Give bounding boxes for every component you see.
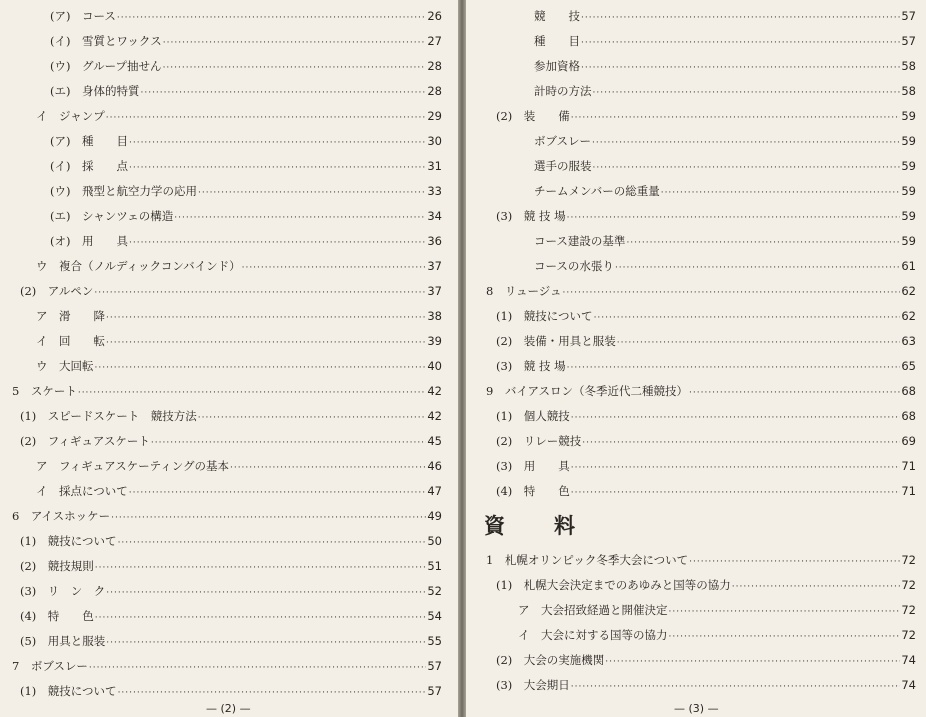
toc-entry-title: コース建設の基準 bbox=[534, 234, 626, 248]
toc-entry-title: (2) アルペン bbox=[20, 284, 94, 298]
toc-entry-page: 33 bbox=[427, 184, 442, 198]
toc-entry-page: 68 bbox=[901, 384, 916, 398]
toc-entry-title: ア 大会招致経過と開催決定 bbox=[518, 603, 668, 617]
toc-entry-title: (4) 特 色 bbox=[496, 484, 570, 498]
toc-entry-title: (ウ) 飛型と航空力学の応用 bbox=[50, 184, 197, 198]
toc-entry bbox=[36, 306, 442, 326]
toc-entry bbox=[496, 675, 916, 695]
toc-entry bbox=[12, 656, 442, 676]
toc-entry bbox=[534, 56, 916, 76]
toc-entry-page: 57 bbox=[901, 9, 916, 23]
toc-entry bbox=[486, 550, 916, 570]
leader-dots bbox=[163, 33, 427, 53]
toc-entry bbox=[496, 331, 916, 351]
toc-entry-title: (エ) シャンツェの構造 bbox=[50, 209, 174, 223]
leader-dots bbox=[593, 83, 901, 103]
toc-entry bbox=[534, 81, 916, 101]
toc-entry-title: コースの水張り bbox=[534, 259, 614, 273]
toc-entry bbox=[20, 681, 442, 701]
toc-entry-title: ア フィギュアスケーティングの基本 bbox=[36, 459, 229, 473]
leader-dots bbox=[106, 333, 426, 353]
toc-entry-title: (2) リレー競技 bbox=[496, 434, 582, 448]
leader-dots bbox=[571, 677, 901, 697]
toc-entry-title: 選手の服装 bbox=[534, 159, 592, 173]
toc-entry-page: 28 bbox=[427, 59, 442, 73]
toc-entry bbox=[12, 506, 442, 526]
toc-entry bbox=[496, 206, 916, 226]
toc-entry-title: 種 目 bbox=[534, 34, 580, 48]
toc-entry-title: 計時の方法 bbox=[534, 84, 592, 98]
toc-entry-page: 62 bbox=[901, 309, 916, 323]
toc-entry-page: 37 bbox=[427, 259, 442, 273]
toc-entry-title: (1) スピードスケート 競技方法 bbox=[20, 409, 197, 423]
toc-entry bbox=[36, 456, 442, 476]
toc-entry-page: 72 bbox=[901, 603, 916, 617]
toc-entry-title: チームメンバーの総重量 bbox=[534, 184, 660, 198]
leader-dots bbox=[581, 8, 900, 28]
toc-entry-title: (1) 個人競技 bbox=[496, 409, 570, 423]
leader-dots bbox=[95, 558, 427, 578]
toc-entry-page: 34 bbox=[427, 209, 442, 223]
leader-dots bbox=[151, 433, 426, 453]
toc-entry-title: (2) 大会の実施機関 bbox=[496, 653, 605, 667]
toc-entry bbox=[496, 431, 916, 451]
leader-dots bbox=[567, 208, 901, 228]
toc-entry bbox=[50, 231, 442, 251]
toc-entry bbox=[36, 256, 442, 276]
toc-entry bbox=[36, 331, 442, 351]
toc-entry-page: 57 bbox=[427, 659, 442, 673]
leader-dots bbox=[571, 458, 901, 478]
toc-entry bbox=[496, 406, 916, 426]
right-page-number: — (3) — bbox=[674, 702, 719, 715]
toc-entry-page: 65 bbox=[901, 359, 916, 373]
toc-entry-title: 7 ボブスレー bbox=[12, 659, 88, 673]
toc-entry bbox=[12, 381, 442, 401]
toc-entry-title: (エ) 身体的特質 bbox=[50, 84, 140, 98]
toc-entry-title: (1) 競技について bbox=[20, 684, 117, 698]
leader-dots bbox=[571, 483, 901, 503]
leader-dots bbox=[661, 183, 901, 203]
toc-entry-title: 5 スケート bbox=[12, 384, 77, 398]
toc-entry-page: 59 bbox=[901, 109, 916, 123]
toc-entry bbox=[534, 231, 916, 251]
toc-entry-page: 46 bbox=[427, 459, 442, 473]
leader-dots bbox=[593, 158, 901, 178]
toc-entry-page: 71 bbox=[901, 484, 916, 498]
toc-entry-page: 54 bbox=[427, 609, 442, 623]
toc-entry bbox=[496, 456, 916, 476]
toc-entry bbox=[496, 650, 916, 670]
toc-entry-title: (2) 競技規則 bbox=[20, 559, 94, 573]
leader-dots bbox=[95, 608, 427, 628]
toc-entry-page: 52 bbox=[427, 584, 442, 598]
leader-dots bbox=[95, 358, 427, 378]
toc-entry bbox=[50, 131, 442, 151]
toc-entry-title: イ 採点について bbox=[36, 484, 128, 498]
toc-entry-title: (2) 装 備 bbox=[496, 109, 570, 123]
toc-entry-page: 63 bbox=[901, 334, 916, 348]
leader-dots bbox=[242, 258, 427, 278]
toc-entry-page: 39 bbox=[427, 334, 442, 348]
toc-entry-title: (3) 競 技 場 bbox=[496, 209, 566, 223]
left-page-number: — (2) — bbox=[206, 702, 251, 715]
leader-dots bbox=[198, 183, 426, 203]
leader-dots bbox=[669, 627, 901, 647]
leader-dots bbox=[582, 433, 900, 453]
toc-entry bbox=[36, 106, 442, 126]
leader-dots bbox=[689, 383, 900, 403]
toc-entry bbox=[496, 106, 916, 126]
toc-entry-page: 57 bbox=[427, 684, 442, 698]
toc-entry-page: 74 bbox=[901, 678, 916, 692]
toc-entry-page: 27 bbox=[427, 34, 442, 48]
toc-entry-title: (ア) 種 目 bbox=[50, 134, 128, 148]
toc-entry-page: 59 bbox=[901, 209, 916, 223]
toc-entry-page: 37 bbox=[427, 284, 442, 298]
toc-entry-page: 29 bbox=[427, 109, 442, 123]
toc-entry-title: (3) リ ン ク bbox=[20, 584, 106, 598]
toc-entry bbox=[486, 381, 916, 401]
toc-entry bbox=[50, 181, 442, 201]
toc-entry-page: 57 bbox=[901, 34, 916, 48]
toc-entry-page: 69 bbox=[901, 434, 916, 448]
toc-entry-title: 9 バイアスロン（冬季近代二種競技） bbox=[486, 384, 689, 398]
toc-entry-page: 72 bbox=[901, 578, 916, 592]
toc-entry-page: 59 bbox=[901, 234, 916, 248]
toc-entry-title: (イ) 雪質とワックス bbox=[50, 34, 162, 48]
toc-entry-title: (1) 競技について bbox=[496, 309, 593, 323]
toc-entry-page: 71 bbox=[901, 459, 916, 473]
toc-entry bbox=[20, 581, 442, 601]
toc-entry bbox=[20, 556, 442, 576]
toc-entry-title: ウ 複合（ノルディックコンバインド） bbox=[36, 259, 241, 273]
toc-entry bbox=[518, 625, 916, 645]
toc-entry-title: (2) フィギュアスケート bbox=[20, 434, 150, 448]
toc-entry-page: 72 bbox=[901, 553, 916, 567]
toc-entry-title: イ 大会に対する国等の協力 bbox=[518, 628, 668, 642]
book-gutter bbox=[458, 0, 466, 717]
leader-dots bbox=[615, 258, 900, 278]
leader-dots bbox=[106, 583, 426, 603]
leader-dots bbox=[140, 83, 426, 103]
leader-dots bbox=[571, 408, 901, 428]
toc-entry bbox=[534, 256, 916, 276]
toc-entry-title: 参加資格 bbox=[534, 59, 580, 73]
toc-entry-page: 45 bbox=[427, 434, 442, 448]
toc-entry bbox=[50, 81, 442, 101]
toc-entry-title: (イ) 採 点 bbox=[50, 159, 128, 173]
toc-entry-page: 42 bbox=[427, 409, 442, 423]
toc-entry-page: 58 bbox=[901, 84, 916, 98]
toc-entry-page: 61 bbox=[901, 259, 916, 273]
leader-dots bbox=[626, 233, 900, 253]
toc-entry bbox=[36, 481, 442, 501]
toc-entry bbox=[534, 181, 916, 201]
leader-dots bbox=[111, 508, 426, 528]
toc-entry-page: 31 bbox=[427, 159, 442, 173]
leader-dots bbox=[567, 358, 901, 378]
leader-dots bbox=[617, 333, 901, 353]
toc-entry-title: (5) 用具と服装 bbox=[20, 634, 106, 648]
toc-entry bbox=[20, 631, 442, 651]
leader-dots bbox=[118, 683, 427, 703]
leader-dots bbox=[129, 158, 426, 178]
toc-entry bbox=[496, 306, 916, 326]
toc-entry bbox=[518, 600, 916, 620]
toc-entry-title: (3) 競 技 場 bbox=[496, 359, 566, 373]
toc-entry-title: (3) 大会期日 bbox=[496, 678, 570, 692]
toc-entry-page: 59 bbox=[901, 184, 916, 198]
toc-entry-page: 62 bbox=[901, 284, 916, 298]
toc-entry-title: ウ 大回転 bbox=[36, 359, 94, 373]
toc-entry bbox=[20, 431, 442, 451]
leader-dots bbox=[118, 533, 427, 553]
leader-dots bbox=[230, 458, 426, 478]
toc-entry-page: 50 bbox=[427, 534, 442, 548]
toc-entry-title: 6 アイスホッケー bbox=[12, 509, 111, 523]
toc-entry-title: (4) 特 色 bbox=[20, 609, 94, 623]
leader-dots bbox=[689, 552, 900, 572]
leader-dots bbox=[106, 633, 426, 653]
toc-entry-page: 40 bbox=[427, 359, 442, 373]
toc-entry bbox=[496, 575, 916, 595]
toc-entry bbox=[20, 531, 442, 551]
leader-dots bbox=[129, 483, 427, 503]
toc-entry-title: イ 回 転 bbox=[36, 334, 105, 348]
toc-entry-title: (3) 用 具 bbox=[496, 459, 570, 473]
leader-dots bbox=[605, 652, 900, 672]
toc-entry-page: 58 bbox=[901, 59, 916, 73]
toc-entry-page: 38 bbox=[427, 309, 442, 323]
leader-dots bbox=[129, 233, 426, 253]
leader-dots bbox=[563, 283, 901, 303]
leader-dots bbox=[669, 602, 901, 622]
toc-entry-title: (1) 競技について bbox=[20, 534, 117, 548]
toc-entry-page: 47 bbox=[427, 484, 442, 498]
toc-entry-page: 26 bbox=[427, 9, 442, 23]
leader-dots bbox=[732, 577, 901, 597]
toc-entry-title: (ウ) グループ抽せん bbox=[50, 59, 162, 73]
toc-entry-page: 36 bbox=[427, 234, 442, 248]
toc-entry-title: ボブスレー bbox=[534, 134, 592, 148]
leader-dots bbox=[106, 108, 427, 128]
toc-entry-page: 59 bbox=[901, 159, 916, 173]
toc-entry-page: 72 bbox=[901, 628, 916, 642]
toc-entry-page: 42 bbox=[427, 384, 442, 398]
leader-dots bbox=[117, 8, 426, 28]
toc-entry-title: 競 技 bbox=[534, 9, 580, 23]
leader-dots bbox=[94, 283, 426, 303]
leader-dots bbox=[106, 308, 426, 328]
toc-entry-page: 55 bbox=[427, 634, 442, 648]
toc-entry bbox=[50, 31, 442, 51]
toc-entry-title: イ ジャンプ bbox=[36, 109, 105, 123]
toc-entry bbox=[496, 356, 916, 376]
leader-dots bbox=[89, 658, 427, 678]
leader-dots bbox=[581, 58, 900, 78]
toc-entry-page: 51 bbox=[427, 559, 442, 573]
toc-entry bbox=[534, 31, 916, 51]
toc-entry bbox=[50, 206, 442, 226]
toc-entry-page: 74 bbox=[901, 653, 916, 667]
leader-dots bbox=[594, 308, 901, 328]
toc-entry bbox=[50, 56, 442, 76]
toc-entry-title: 8 リュージュ bbox=[486, 284, 562, 298]
toc-entry-title: (ア) コース bbox=[50, 9, 116, 23]
toc-entry bbox=[534, 6, 916, 26]
leader-dots bbox=[163, 58, 427, 78]
left-page bbox=[0, 0, 458, 717]
toc-entry-page: 28 bbox=[427, 84, 442, 98]
leader-dots bbox=[78, 383, 427, 403]
toc-entry bbox=[36, 356, 442, 376]
section-heading: 資 料 bbox=[484, 513, 589, 538]
toc-entry bbox=[20, 606, 442, 626]
toc-entry-page: 59 bbox=[901, 134, 916, 148]
leader-dots bbox=[174, 208, 426, 228]
toc-entry bbox=[20, 281, 442, 301]
toc-entry bbox=[50, 156, 442, 176]
toc-entry-title: ア 滑 降 bbox=[36, 309, 105, 323]
toc-entry bbox=[486, 281, 916, 301]
toc-entry bbox=[20, 406, 442, 426]
toc-entry-title: 1 札幌オリンピック冬季大会について bbox=[486, 553, 689, 567]
toc-entry bbox=[534, 131, 916, 151]
toc-entry-title: (オ) 用 具 bbox=[50, 234, 128, 248]
leader-dots bbox=[129, 133, 426, 153]
toc-entry-page: 49 bbox=[427, 509, 442, 523]
right-page bbox=[466, 0, 926, 717]
leader-dots bbox=[592, 133, 900, 153]
toc-entry bbox=[496, 481, 916, 501]
toc-entry-title: (2) 装備・用具と服装 bbox=[496, 334, 616, 348]
leader-dots bbox=[571, 108, 901, 128]
leader-dots bbox=[198, 408, 427, 428]
toc-entry-page: 68 bbox=[901, 409, 916, 423]
toc-entry-title: (1) 札幌大会決定までのあゆみと国等の協力 bbox=[496, 578, 731, 592]
toc-entry bbox=[534, 156, 916, 176]
toc-entry bbox=[50, 6, 442, 26]
leader-dots bbox=[581, 33, 900, 53]
toc-entry-page: 30 bbox=[427, 134, 442, 148]
